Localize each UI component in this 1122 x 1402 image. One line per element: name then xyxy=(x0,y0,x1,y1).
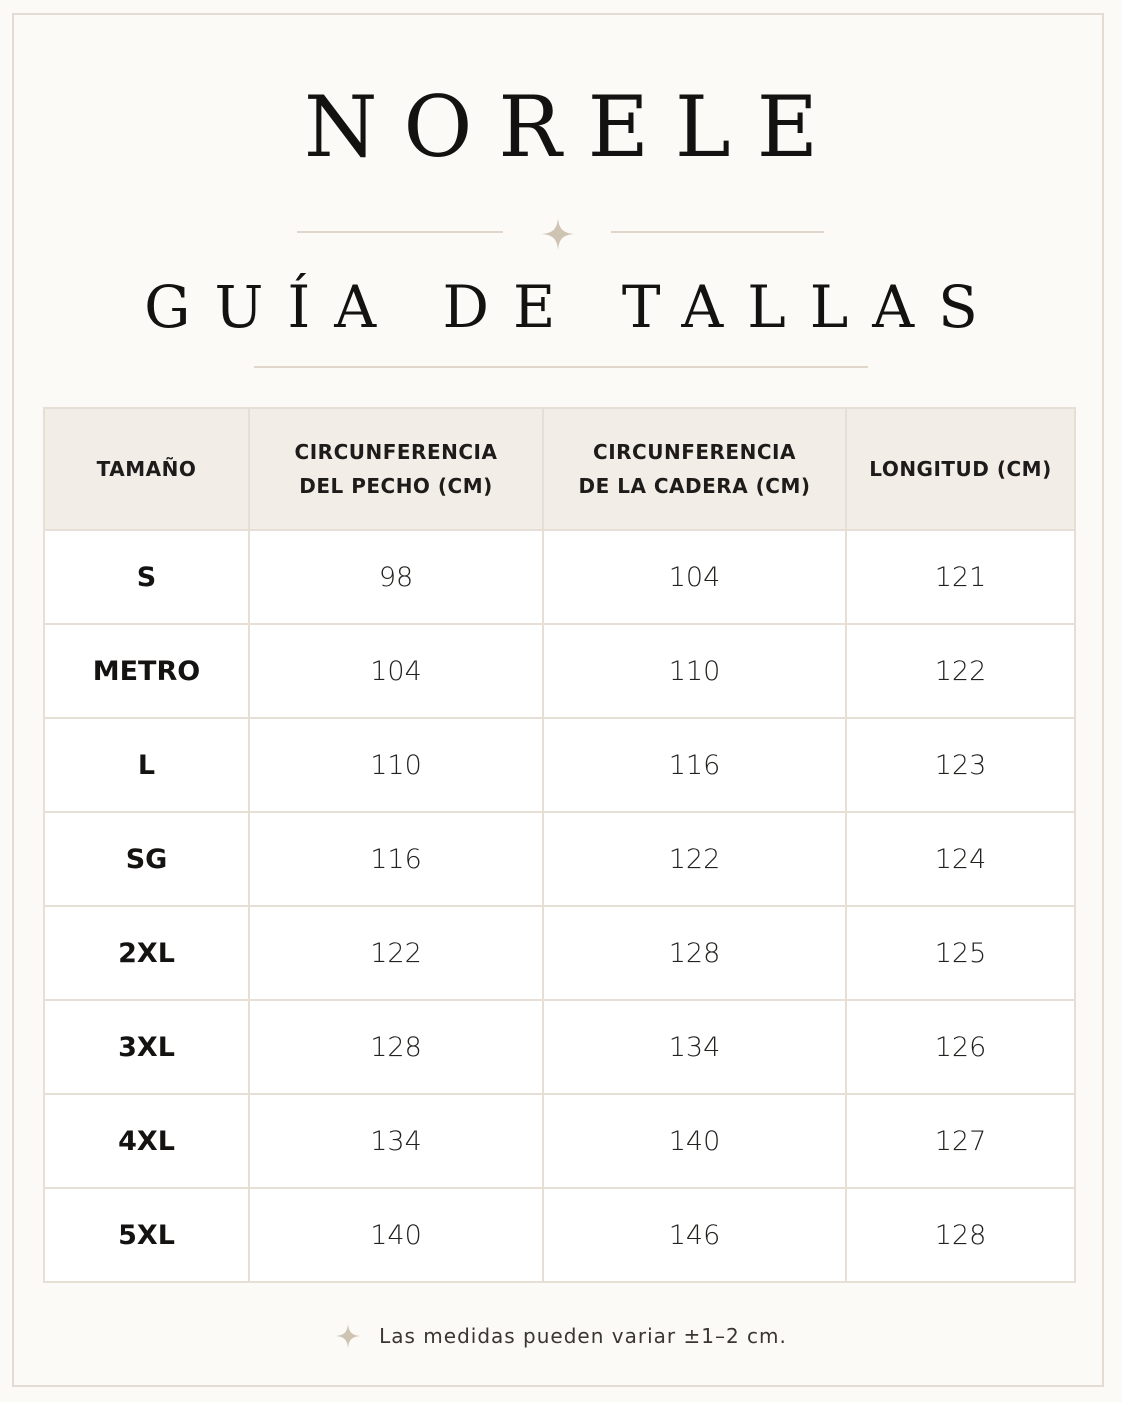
chest-value: 134 xyxy=(249,1094,543,1188)
size-label: 2XL xyxy=(44,906,249,1000)
size-label: 3XL xyxy=(44,1000,249,1094)
hip-value: 140 xyxy=(543,1094,846,1188)
hip-value: 122 xyxy=(543,812,846,906)
note-text: Las medidas pueden variar ±1–2 cm. xyxy=(379,1324,787,1348)
length-value: 123 xyxy=(846,718,1075,812)
length-value: 122 xyxy=(846,624,1075,718)
chest-value: 140 xyxy=(249,1188,543,1282)
table-row xyxy=(44,906,1075,1000)
divider-left xyxy=(297,231,503,233)
table-row xyxy=(44,1000,1075,1094)
size-label: 5XL xyxy=(44,1188,249,1282)
hip-value: 116 xyxy=(543,718,846,812)
table-row xyxy=(44,624,1075,718)
chest-value: 104 xyxy=(249,624,543,718)
length-value: 125 xyxy=(846,906,1075,1000)
chest-value: 98 xyxy=(249,530,543,624)
length-value: 121 xyxy=(846,530,1075,624)
length-value: 127 xyxy=(846,1094,1075,1188)
table-row xyxy=(44,812,1075,906)
size-label: SG xyxy=(44,812,249,906)
brand-logo: NORELE xyxy=(303,78,845,176)
chest-value: 110 xyxy=(249,718,543,812)
size-label: 4XL xyxy=(44,1094,249,1188)
size-label: S xyxy=(44,530,249,624)
four-point-star-icon xyxy=(335,1323,361,1349)
column-header-hip: CIRCUNFERENCIA DE LA CADERA (CM) xyxy=(543,408,846,530)
divider-right xyxy=(611,231,824,233)
size-label: METRO xyxy=(44,624,249,718)
measurement-note xyxy=(0,1318,1122,1354)
column-header-length: LONGITUD (CM) xyxy=(846,408,1075,530)
hip-value: 104 xyxy=(543,530,846,624)
column-header-size: TAMAÑO xyxy=(44,408,249,530)
hip-value: 146 xyxy=(543,1188,846,1282)
page-title: GUÍA DE TALLAS xyxy=(144,273,1002,341)
hip-value: 128 xyxy=(543,906,846,1000)
size-label: L xyxy=(44,718,249,812)
table-header-row xyxy=(44,408,1075,530)
table-row xyxy=(44,1188,1075,1282)
length-value: 128 xyxy=(846,1188,1075,1282)
length-value: 124 xyxy=(846,812,1075,906)
table-row xyxy=(44,718,1075,812)
hip-value: 110 xyxy=(543,624,846,718)
length-value: 126 xyxy=(846,1000,1075,1094)
column-header-chest: CIRCUNFERENCIA DEL PECHO (CM) xyxy=(249,408,543,530)
chest-value: 128 xyxy=(249,1000,543,1094)
table-row xyxy=(44,530,1075,624)
chest-value: 116 xyxy=(249,812,543,906)
table-row xyxy=(44,1094,1075,1188)
four-point-star-icon xyxy=(541,217,575,251)
size-table xyxy=(43,407,1076,1283)
title-underline xyxy=(254,366,868,368)
chest-value: 122 xyxy=(249,906,543,1000)
hip-value: 134 xyxy=(543,1000,846,1094)
